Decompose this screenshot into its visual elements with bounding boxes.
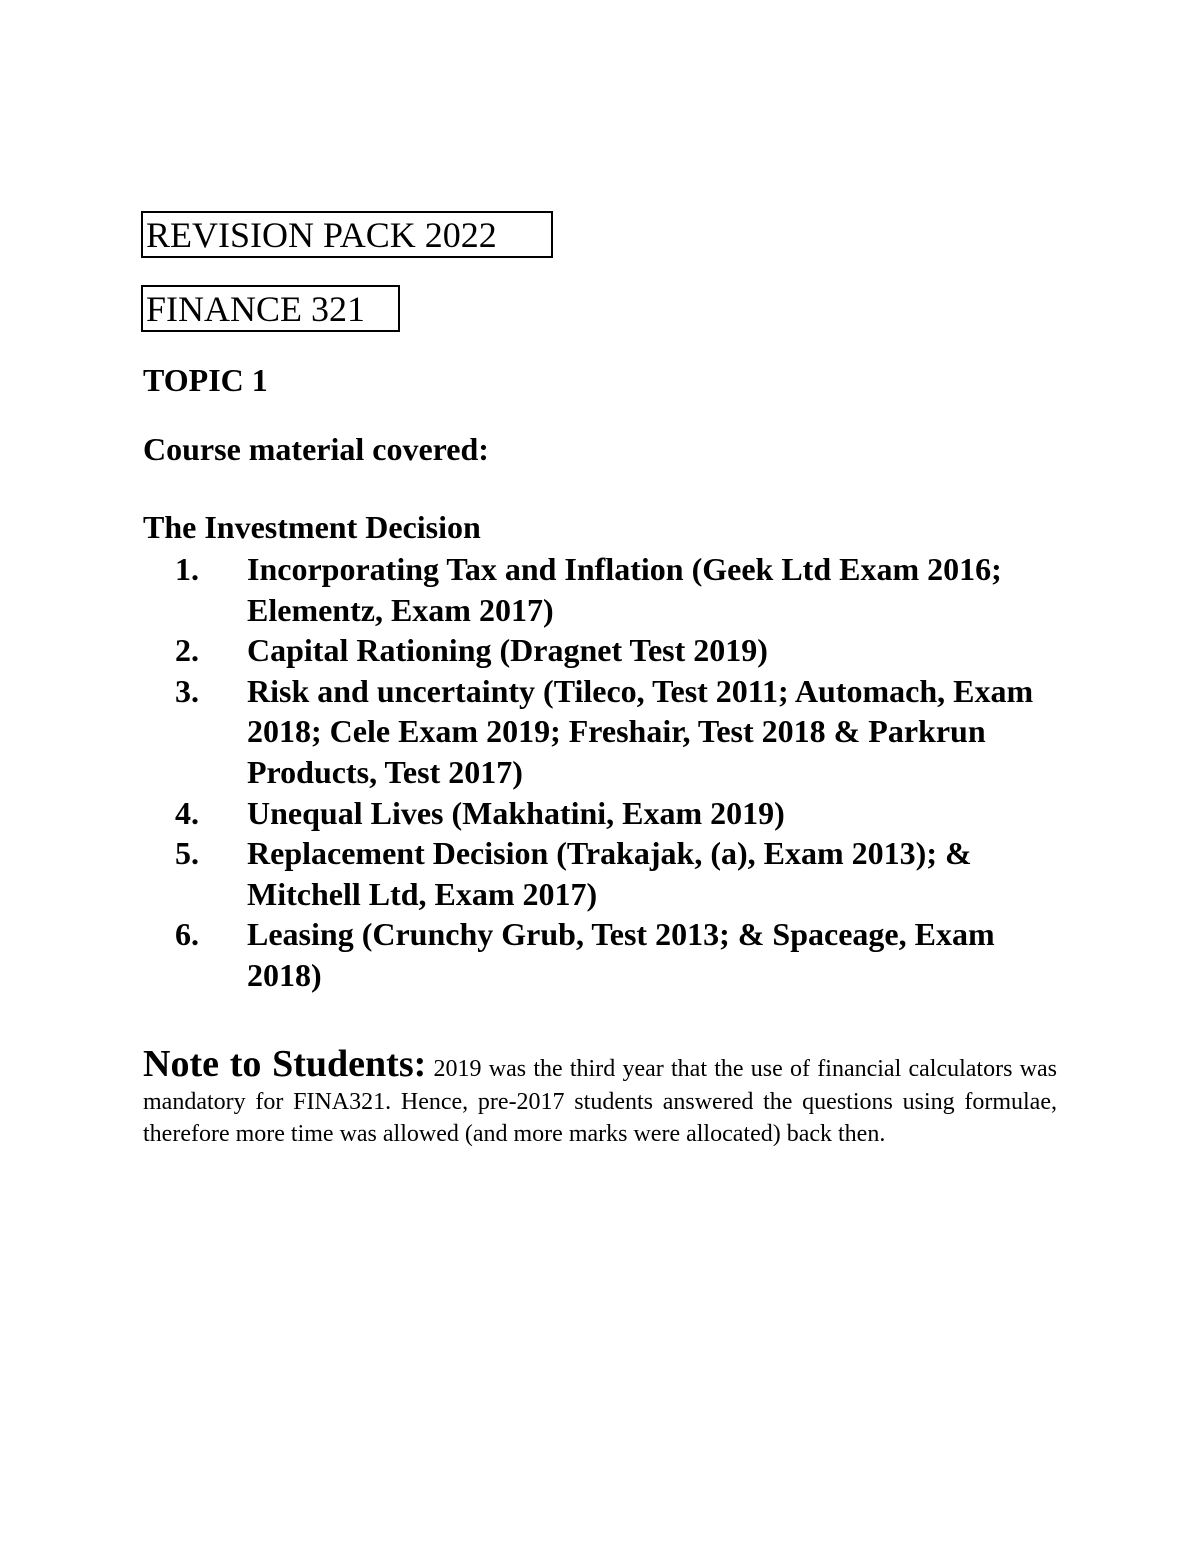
list-item-text: Replacement Decision (Trakajak, (a), Exam 2013); & Mitchell Ltd, Exam 2017) bbox=[247, 835, 972, 912]
revision-pack-title: REVISION PACK 2022 bbox=[141, 211, 553, 258]
course-title: FINANCE 321 bbox=[141, 285, 400, 332]
course-material-heading: Course material covered: bbox=[143, 431, 489, 467]
list-item-number: 3. bbox=[175, 672, 199, 709]
list-item-number: 4. bbox=[175, 794, 199, 831]
list-item-number: 1. bbox=[175, 551, 199, 587]
list-item-number: 5. bbox=[175, 835, 199, 872]
list-item bbox=[143, 630, 1063, 671]
topic-heading: TOPIC 1 bbox=[143, 362, 268, 398]
list-item-number: 6. bbox=[175, 916, 199, 953]
section-title: The Investment Decision bbox=[143, 509, 481, 545]
list-item bbox=[143, 793, 1063, 834]
list-item bbox=[143, 549, 1063, 630]
note-text: 2019 was the third year that the use of financial calculators was mandatory for FINA321. Hence, pre-2017 students answered the questions using formulae, therefore more time was allowed (and more marks were allocated) back then. bbox=[143, 1056, 1057, 1147]
list-item-text: Risk and uncertainty (Tileco, Test 2011; Automach, Exam 2018; Cele Exam 2019; Freshair, Test 2018 & Parkrun Products, Test 2017) bbox=[247, 672, 1034, 790]
list-item bbox=[143, 833, 1063, 914]
list-item bbox=[143, 671, 1063, 793]
list-item bbox=[143, 914, 1063, 995]
list-item-text: Capital Rationing (Dragnet Test 2019) bbox=[247, 632, 768, 669]
list-item-text: Unequal Lives (Makhatini, Exam 2019) bbox=[247, 794, 785, 831]
topic-list bbox=[143, 549, 1063, 996]
list-item-text: Incorporating Tax and Inflation (Geek Ltd Exam 2016; Elementz, Exam 2017) bbox=[247, 551, 1002, 628]
list-item-number: 2. bbox=[175, 632, 199, 669]
note-to-students bbox=[143, 1043, 1057, 1151]
list-item-text: Leasing (Crunchy Grub, Test 2013; & Spaceage, Exam 2018) bbox=[247, 916, 995, 993]
note-label: Note to Students: bbox=[143, 1043, 427, 1085]
